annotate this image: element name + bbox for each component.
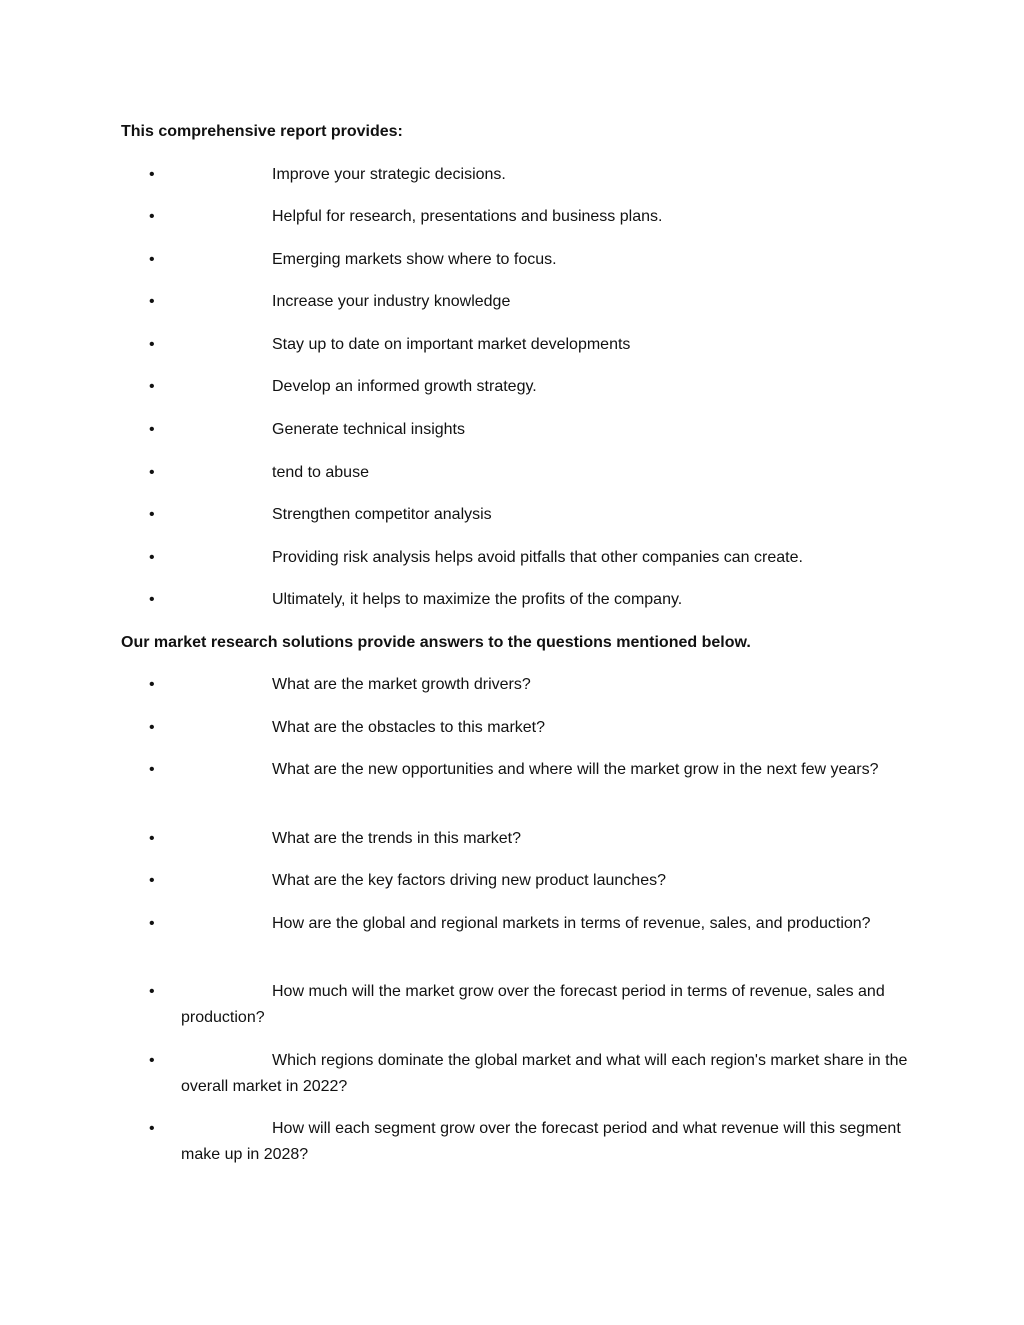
list-item bbox=[0, 417, 1024, 443]
bullet-icon: • bbox=[149, 293, 155, 310]
list-item-text: Helpful for research, presentations and business plans. bbox=[272, 208, 663, 225]
bullet-icon: • bbox=[149, 591, 155, 608]
list-item bbox=[0, 332, 1024, 358]
list-item bbox=[0, 289, 1024, 315]
list-item-text: What are the market growth drivers? bbox=[272, 676, 531, 693]
bullet-icon: • bbox=[149, 983, 155, 1000]
list-item-text: tend to abuse bbox=[272, 464, 369, 481]
list-item-text: Improve your strategic decisions. bbox=[272, 166, 506, 183]
bullet-icon: • bbox=[149, 166, 155, 183]
list-item-text: Ultimately, it helps to maximize the profits of the company. bbox=[272, 591, 683, 608]
list-item-text: Develop an informed growth strategy. bbox=[272, 378, 537, 395]
list-item-text: Which regions dominate the global market and what will each region's market share in the overall market in 2022? bbox=[181, 1052, 908, 1095]
list-item-text: Providing risk analysis helps avoid pitfalls that other companies can create. bbox=[272, 549, 803, 566]
list-item-text: How will each segment grow over the forecast period and what revenue will this segment make up in 2028? bbox=[181, 1120, 901, 1163]
list-item bbox=[0, 911, 1024, 937]
bullet-icon: • bbox=[149, 676, 155, 693]
bullet-icon: • bbox=[149, 830, 155, 847]
list-item-text: What are the trends in this market? bbox=[272, 830, 521, 847]
list-item bbox=[0, 757, 1024, 783]
list-item bbox=[0, 545, 1024, 571]
list-item bbox=[0, 374, 1024, 400]
list-item-text: What are the key factors driving new product launches? bbox=[272, 872, 666, 889]
list-item bbox=[0, 1048, 1024, 1100]
list-item bbox=[0, 162, 1024, 188]
list-item-text: How much will the market grow over the forecast period in terms of revenue, sales and production? bbox=[181, 983, 885, 1026]
list-item bbox=[0, 247, 1024, 273]
section-heading-market-questions: Our market research solutions provide answers to the questions mentioned below. bbox=[121, 634, 751, 651]
list-item bbox=[0, 502, 1024, 528]
list-item-text: Strengthen competitor analysis bbox=[272, 506, 492, 523]
bullet-icon: • bbox=[149, 421, 155, 438]
list-item-text: Emerging markets show where to focus. bbox=[272, 251, 557, 268]
list-item-text: How are the global and regional markets in terms of revenue, sales, and production? bbox=[272, 915, 871, 932]
list-item-text: What are the obstacles to this market? bbox=[272, 719, 546, 736]
list-item bbox=[0, 587, 1024, 613]
list-item bbox=[0, 826, 1024, 852]
list-item bbox=[0, 204, 1024, 230]
list-item-text: What are the new opportunities and where will the market grow in the next few years? bbox=[272, 761, 879, 778]
bullet-icon: • bbox=[149, 719, 155, 736]
bullet-icon: • bbox=[149, 464, 155, 481]
bullet-icon: • bbox=[149, 761, 155, 778]
bullet-icon: • bbox=[149, 1052, 155, 1069]
list-item bbox=[0, 460, 1024, 486]
list-item bbox=[0, 868, 1024, 894]
list-item bbox=[0, 715, 1024, 741]
bullet-icon: • bbox=[149, 915, 155, 932]
section-heading-report-provides: This comprehensive report provides: bbox=[121, 123, 403, 140]
list-item bbox=[0, 672, 1024, 698]
bullet-icon: • bbox=[149, 1120, 155, 1137]
list-item-text: Generate technical insights bbox=[272, 421, 465, 438]
bullet-icon: • bbox=[149, 549, 155, 566]
list-item bbox=[0, 979, 1024, 1031]
bullet-icon: • bbox=[149, 506, 155, 523]
bullet-icon: • bbox=[149, 208, 155, 225]
bullet-icon: • bbox=[149, 336, 155, 353]
list-item-text: Stay up to date on important market developments bbox=[272, 336, 631, 353]
list-item-text: Increase your industry knowledge bbox=[272, 293, 511, 310]
bullet-icon: • bbox=[149, 378, 155, 395]
bullet-icon: • bbox=[149, 251, 155, 268]
bullet-icon: • bbox=[149, 872, 155, 889]
list-item bbox=[0, 1116, 1024, 1168]
